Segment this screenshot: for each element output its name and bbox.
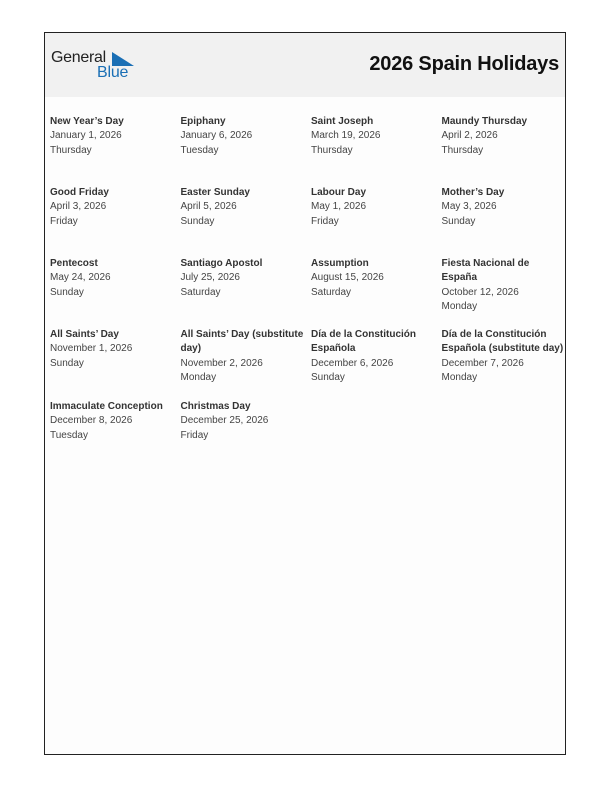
holiday-date: July 25, 2026 [180,272,240,284]
holiday-date: November 1, 2026 [50,343,133,355]
holiday-weekday: Tuesday [180,144,219,156]
holiday-weekday: Sunday [441,215,476,227]
holiday-weekday: Thursday [311,144,353,156]
holiday-weekday: Sunday [50,286,84,298]
holiday-date: March 19, 2026 [311,130,381,142]
holiday-date: November 2, 2026 [180,357,263,369]
holiday-item [311,257,435,300]
holiday-weekday: Saturday [311,286,352,298]
holiday-date: January 6, 2026 [180,130,253,142]
holiday-weekday: Sunday [311,371,345,383]
holiday-item [50,186,174,229]
holiday-weekday: Sunday [50,357,84,369]
holiday-item [181,400,305,443]
holiday-weekday: Thursday [441,144,484,156]
holiday-item [50,328,174,371]
holiday-weekday: Friday [311,215,339,227]
holiday-weekday: Thursday [50,144,92,156]
holiday-weekday: Friday [180,429,209,441]
holiday-weekday: Friday [50,215,78,227]
holiday-item [442,328,566,385]
holiday-name: Christmas Day [180,401,251,412]
holiday-date: December 7, 2026 [441,357,524,369]
holiday-item [442,186,566,229]
holiday-item [50,257,174,300]
holiday-item [442,115,566,158]
holiday-date: May 3, 2026 [441,201,497,213]
logo-text-blue: Blue [97,64,129,81]
holiday-item [311,186,435,229]
holiday-weekday: Saturday [180,286,221,298]
holiday-name: Epiphany [180,116,226,127]
header [45,33,565,97]
holiday-item [50,400,174,443]
holiday-date: May 24, 2026 [50,272,111,284]
holiday-name: Good Friday [50,187,109,198]
holiday-weekday: Monday [441,300,478,312]
holiday-name: All Saints’ Day (substitute day) [180,329,304,355]
logo-text-general: General [51,49,106,66]
calendar-page [44,32,566,755]
holiday-weekday: Tuesday [50,429,88,441]
holiday-item [181,186,305,229]
holiday-name: Día de la Constitución Española [311,329,417,355]
holiday-date: October 12, 2026 [441,286,519,298]
generalblue-logo [51,49,141,85]
holiday-item [311,328,435,385]
holiday-name: Immaculate Conception [50,401,163,412]
holiday-name: Maundy Thursday [441,116,528,127]
holiday-name: Fiesta Nacional de España [441,258,530,284]
holiday-item [50,115,174,158]
page-title: 2026 Spain Holidays [369,53,559,75]
holiday-name: Mother’s Day [441,187,505,198]
holiday-item [311,115,435,158]
holiday-date: May 1, 2026 [311,201,367,213]
holiday-name: Pentecost [50,258,98,269]
holiday-date: December 8, 2026 [50,415,133,427]
holiday-date: April 2, 2026 [441,130,498,142]
holiday-name: New Year’s Day [50,116,124,127]
holiday-item [181,115,305,158]
holiday-date: December 6, 2026 [311,357,394,369]
holiday-weekday: Monday [180,371,217,383]
holiday-item [442,257,566,314]
holiday-date: December 25, 2026 [180,415,269,427]
holiday-date: April 5, 2026 [180,201,237,213]
holiday-weekday: Sunday [180,215,215,227]
holiday-name: Santiago Apostol [180,258,263,269]
holiday-weekday: Monday [441,371,478,383]
holiday-name: Easter Sunday [180,187,250,198]
holiday-date: August 15, 2026 [311,272,384,284]
holiday-item [181,328,305,385]
holiday-name: Día de la Constitución Española (substitute day) [441,329,564,355]
holiday-name: All Saints’ Day [50,329,119,340]
holiday-item [181,257,305,300]
holiday-date: January 1, 2026 [50,130,122,142]
holiday-name: Labour Day [311,187,367,198]
holiday-date: April 3, 2026 [50,201,107,213]
holiday-name: Saint Joseph [311,116,374,127]
holiday-name: Assumption [311,258,369,269]
